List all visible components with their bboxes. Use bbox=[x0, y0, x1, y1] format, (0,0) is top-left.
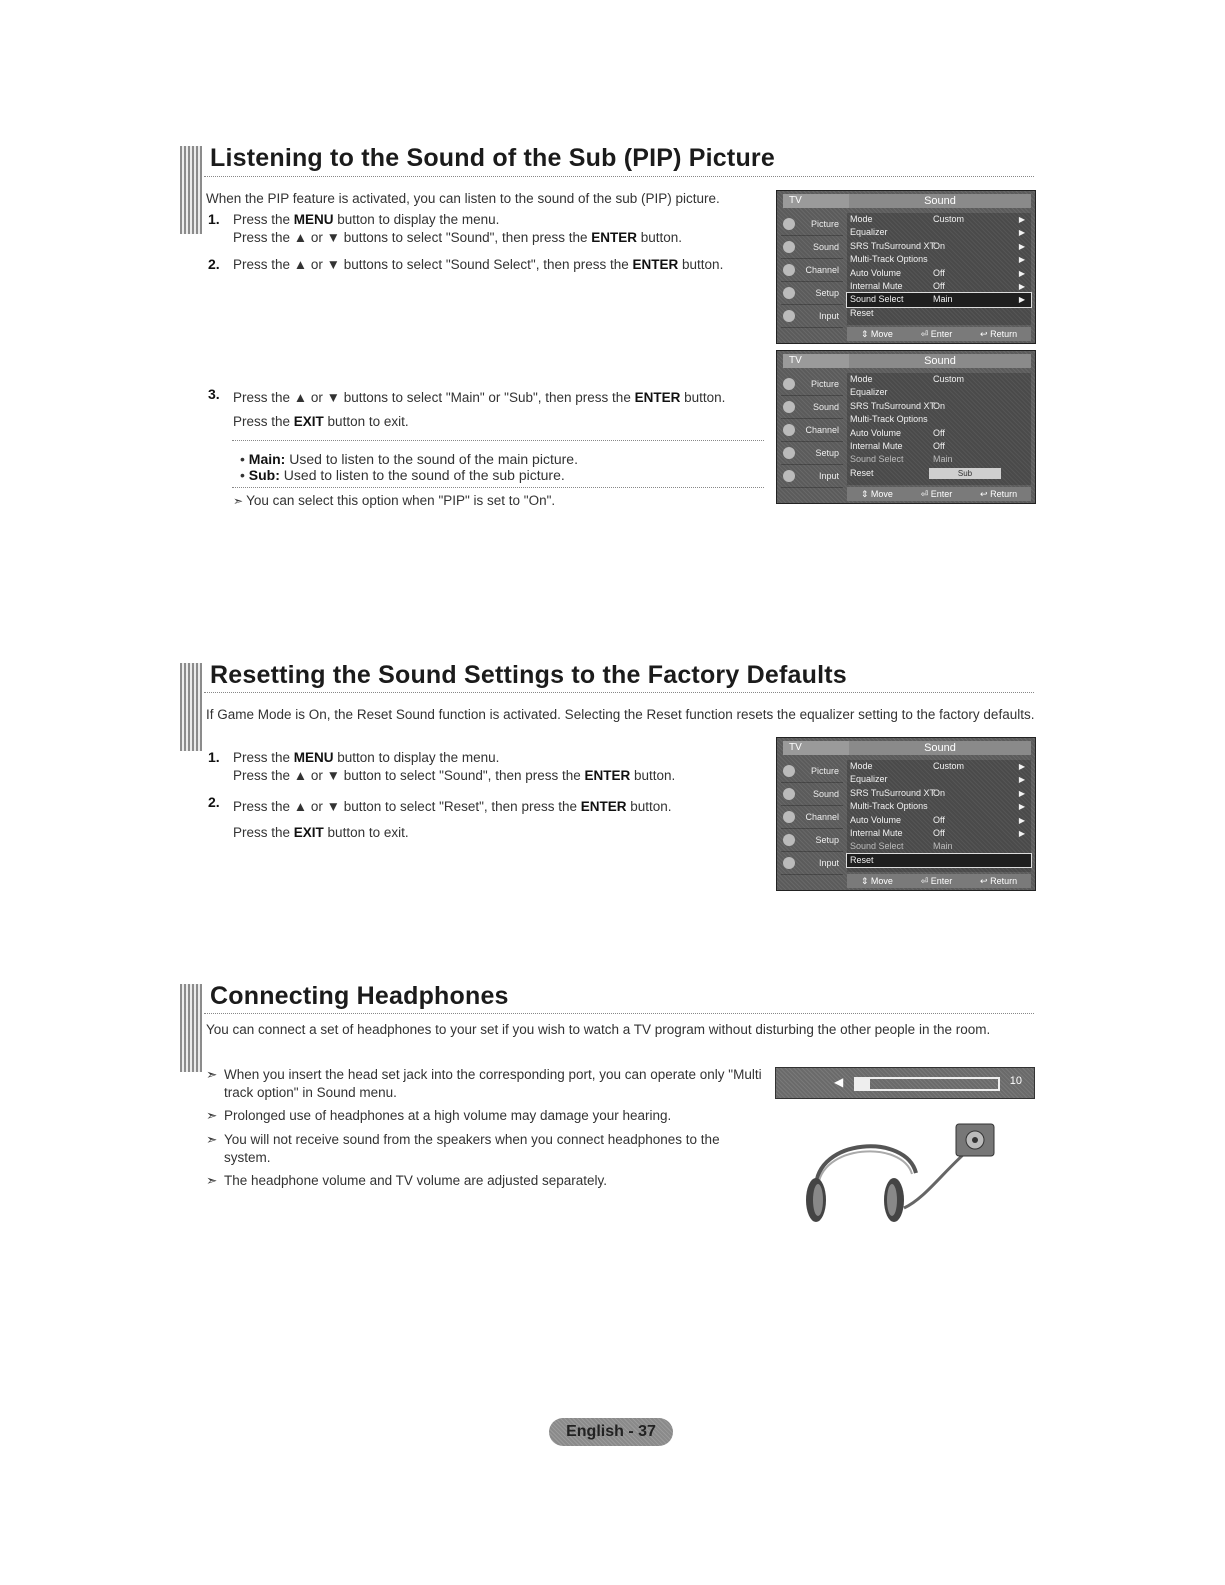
bullet-box-top bbox=[232, 440, 764, 441]
menu-row: Multi-Track Options ▶ bbox=[850, 801, 1025, 812]
menu-footer bbox=[847, 327, 1031, 341]
pip-note: ➣ You can select this option when "PIP" is set to "On". bbox=[233, 493, 556, 508]
menu-sidebar bbox=[781, 213, 843, 325]
sidebar-item-sound: Sound bbox=[781, 396, 843, 419]
section-marker-bar bbox=[180, 146, 202, 234]
menu-tv-tab: TV bbox=[783, 741, 849, 755]
step-number: 2. bbox=[208, 256, 220, 272]
step-number: 3. bbox=[208, 386, 220, 402]
menu-row: SRS TruSurround XT On bbox=[850, 400, 946, 411]
step-3-text: Press the ▲ or ▼ buttons to select "Main" or "Sub", then press the ENTER button. Press the EXIT button to exit. bbox=[233, 390, 726, 429]
setup-icon bbox=[783, 447, 795, 459]
step-2-text: Press the ▲ or ▼ button to select "Reset", then press the ENTER button. Press the EXIT button to exit. bbox=[233, 799, 672, 840]
headphone-note: ➣ You will not receive sound from the speakers when you connect headphones to the system. bbox=[206, 1132, 720, 1165]
step-number: 2. bbox=[208, 794, 220, 810]
menu-row: Internal Mute Off ▶ bbox=[850, 827, 1025, 838]
volume-bar-fill bbox=[856, 1079, 870, 1089]
tv-menu-sound-select-options bbox=[776, 350, 1036, 504]
sound-icon bbox=[783, 401, 795, 413]
sidebar-item-channel: Channel bbox=[781, 806, 843, 829]
footer-move: ⇕ Move bbox=[860, 329, 893, 339]
menu-row: Mode Custom ▶ bbox=[850, 214, 1025, 224]
input-icon bbox=[783, 857, 795, 869]
section-rule bbox=[204, 1013, 1034, 1014]
picture-icon bbox=[783, 765, 795, 777]
volume-value: 10 bbox=[1009, 1075, 1022, 1087]
headphones-icon bbox=[806, 1146, 916, 1222]
menu-row: Internal Mute Off ▶ bbox=[850, 280, 1025, 291]
menu-row: Equalizer ▶ bbox=[850, 774, 1025, 785]
menu-row: Sound Select Main bbox=[850, 841, 953, 852]
channel-icon bbox=[783, 811, 795, 823]
menu-list bbox=[847, 213, 1031, 325]
section-marker-bar bbox=[180, 663, 202, 751]
section-rule bbox=[204, 692, 1034, 693]
setup-icon bbox=[783, 287, 795, 299]
section-intro: You can connect a set of headphones to your set if you wish to watch a TV program without disturbing the other people in the room. bbox=[206, 1022, 991, 1037]
section-title-pip-sound: Listening to the Sound of the Sub (PIP) Picture bbox=[210, 144, 775, 172]
headphone-note: ➣ The headphone volume and TV volume are adjusted separately. bbox=[206, 1173, 607, 1188]
sub-option-highlight: Sub bbox=[929, 468, 1001, 479]
step-1-text: Press the MENU button to display the menu. Press the ▲ or ▼ button to select "Sound", then press the ENTER button. bbox=[233, 750, 676, 783]
menu-sidebar bbox=[781, 760, 843, 872]
speaker-icon: ◀ bbox=[834, 1075, 844, 1089]
menu-title: Sound bbox=[849, 741, 1031, 755]
note-arrow-icon: ➣ bbox=[206, 1108, 218, 1123]
footer-move: ⇕ Move bbox=[860, 876, 893, 886]
sidebar-item-input: Input bbox=[781, 852, 843, 875]
menu-row: Reset bbox=[850, 307, 874, 318]
tv-menu-reset bbox=[776, 737, 1036, 891]
menu-title: Sound bbox=[849, 354, 1031, 368]
section-intro: When the PIP feature is activated, you can listen to the sound of the sub (PIP) picture. bbox=[206, 191, 720, 206]
step-2-text: Press the ▲ or ▼ buttons to select "Sound Select", then press the ENTER button. bbox=[233, 257, 724, 272]
menu-row: Sound Select Main bbox=[850, 454, 953, 465]
headphone-cable bbox=[904, 1148, 971, 1208]
step-1-text: Press the MENU button to display the menu. Press the ▲ or ▼ buttons to select "Sound", then press the ENTER button. bbox=[233, 212, 683, 245]
bullet-sub: • Sub: Used to listen to the sound of the sub picture. bbox=[240, 467, 565, 483]
sidebar-item-sound: Sound bbox=[781, 236, 843, 259]
volume-bar bbox=[854, 1077, 1000, 1091]
menu-row-selected: Sound Select Main ▶ bbox=[847, 293, 1031, 306]
menu-footer bbox=[847, 874, 1031, 888]
channel-icon bbox=[783, 264, 795, 276]
footer-return: ↩ Return bbox=[980, 876, 1018, 886]
picture-icon bbox=[783, 218, 795, 230]
volume-osd bbox=[775, 1067, 1035, 1099]
menu-row-selected: Reset bbox=[847, 854, 1031, 867]
footer-enter: ⏎ Enter bbox=[920, 329, 953, 339]
note-arrow-icon: ➣ bbox=[233, 494, 244, 508]
menu-row: Multi-Track Options ▶ bbox=[850, 254, 1025, 265]
sound-icon bbox=[783, 241, 795, 253]
menu-row: Equalizer bbox=[850, 387, 888, 398]
menu-tv-tab: TV bbox=[783, 194, 849, 208]
sidebar-item-setup: Setup bbox=[781, 442, 843, 465]
sidebar-item-picture: Picture bbox=[781, 373, 843, 396]
footer-enter: ⏎ Enter bbox=[920, 876, 953, 886]
footer-move: ⇕ Move bbox=[860, 489, 893, 499]
menu-title: Sound bbox=[849, 194, 1031, 208]
menu-row: Auto Volume Off ▶ bbox=[850, 814, 1025, 825]
input-icon bbox=[783, 310, 795, 322]
menu-row: Auto Volume Off ▶ bbox=[850, 267, 1025, 278]
footer-return: ↩ Return bbox=[980, 489, 1018, 499]
sidebar-item-setup: Setup bbox=[781, 829, 843, 852]
section-rule bbox=[204, 176, 1034, 177]
note-arrow-icon: ➣ bbox=[206, 1132, 218, 1147]
headphone-jack-icon bbox=[956, 1124, 994, 1156]
menu-row: Mode Custom bbox=[850, 374, 965, 384]
bullet-box-bottom bbox=[232, 487, 764, 488]
section-intro: If Game Mode is On, the Reset Sound function is activated. Selecting the Reset function resets the equalizer setting to the factory defaults. bbox=[206, 707, 1035, 722]
sidebar-item-sound: Sound bbox=[781, 783, 843, 806]
step-number: 1. bbox=[208, 749, 220, 765]
input-icon bbox=[783, 470, 795, 482]
menu-row: Mode Custom ▶ bbox=[850, 761, 1025, 771]
step-number: 1. bbox=[208, 211, 220, 227]
sound-icon bbox=[783, 788, 795, 800]
menu-list bbox=[847, 373, 1031, 485]
sidebar-item-input: Input bbox=[781, 305, 843, 328]
section-title-reset-sound: Resetting the Sound Settings to the Factory Defaults bbox=[210, 661, 847, 689]
sidebar-item-channel: Channel bbox=[781, 419, 843, 442]
menu-row: Multi-Track Options bbox=[850, 414, 928, 425]
menu-row: Auto Volume Off bbox=[850, 427, 945, 438]
channel-icon bbox=[783, 424, 795, 436]
footer-return: ↩ Return bbox=[980, 329, 1018, 339]
menu-row: Reset Sub bbox=[847, 467, 1031, 480]
menu-list bbox=[847, 760, 1031, 872]
menu-row: Internal Mute Off bbox=[850, 440, 945, 451]
note-arrow-icon: ➣ bbox=[206, 1173, 218, 1188]
section-marker-bar bbox=[180, 984, 202, 1072]
sidebar-item-picture: Picture bbox=[781, 760, 843, 783]
menu-sidebar bbox=[781, 373, 843, 485]
tv-menu-sound-select bbox=[776, 190, 1036, 344]
headphone-note: ➣ Prolonged use of headphones at a high volume may damage your hearing. bbox=[206, 1108, 672, 1123]
sidebar-item-channel: Channel bbox=[781, 259, 843, 282]
sidebar-item-picture: Picture bbox=[781, 213, 843, 236]
menu-row: SRS TruSurround XT On ▶ bbox=[850, 787, 1025, 798]
setup-icon bbox=[783, 834, 795, 846]
page-number: English - 37 bbox=[549, 1418, 673, 1446]
sidebar-item-setup: Setup bbox=[781, 282, 843, 305]
section-title-headphones: Connecting Headphones bbox=[210, 982, 509, 1010]
footer-enter: ⏎ Enter bbox=[920, 489, 953, 499]
sidebar-item-input: Input bbox=[781, 465, 843, 488]
note-arrow-icon: ➣ bbox=[206, 1067, 218, 1082]
picture-icon bbox=[783, 378, 795, 390]
menu-tv-tab: TV bbox=[783, 354, 849, 368]
menu-footer bbox=[847, 487, 1031, 501]
menu-row: Equalizer ▶ bbox=[850, 227, 1025, 238]
headphones-illustration bbox=[796, 1118, 1036, 1228]
menu-row: SRS TruSurround XT On ▶ bbox=[850, 240, 1025, 251]
headphone-note: ➣ When you insert the head set jack into the corresponding port, you can operate only "Multi track option" in Sound menu. bbox=[206, 1067, 762, 1100]
bullet-main: • Main: Used to listen to the sound of the main picture. bbox=[240, 451, 578, 467]
